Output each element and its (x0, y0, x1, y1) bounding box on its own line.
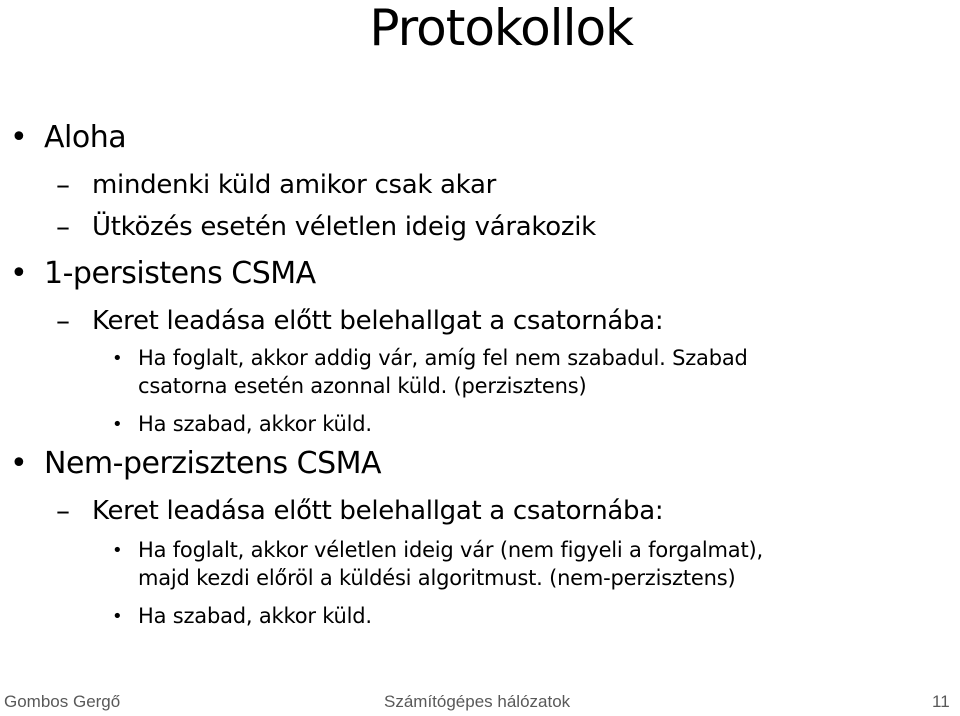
bullet-marker: • (10, 446, 28, 481)
p1-sub-1: Keret leadása előtt belehallgat a csatornába: (92, 306, 664, 336)
p1-sub-1-a-line-2: csatorna esetén azonnal küld. (perzisztens) (138, 374, 587, 398)
aloha-sub-1: mindenki küld amikor csak akar (92, 170, 497, 200)
bullet-1-persistens: 1-persistens CSMA (44, 256, 316, 291)
footer-author: Gombos Gergő (4, 692, 121, 711)
sub-bullet-marker: • (112, 348, 123, 369)
footer-course: Számítógépes hálózatok (384, 692, 571, 711)
aloha-sub-2: Ütközés esetén véletlen ideig várakozik (92, 212, 596, 242)
np-sub-1: Keret leadása előtt belehallgat a csatornába: (92, 496, 664, 526)
sub-bullet-marker: • (112, 540, 123, 561)
p1-sub-1-a-line-1: Ha foglalt, akkor addig vár, amíg fel nem szabadul. Szabad (138, 346, 748, 370)
bullet-marker: • (10, 256, 28, 291)
bullet-aloha: Aloha (44, 120, 127, 155)
slide-title: Protokollok (369, 0, 633, 57)
sub-bullet-marker: • (112, 606, 123, 627)
p1-sub-1-b: Ha szabad, akkor küld. (138, 412, 372, 436)
np-sub-1-b: Ha szabad, akkor küld. (138, 604, 372, 628)
sub-bullet-marker: • (112, 414, 123, 435)
dash-marker: – (56, 168, 70, 201)
dash-marker: – (56, 210, 70, 243)
np-sub-1-a-line-2: majd kezdi előröl a küldési algoritmust. (nem-perzisztens) (138, 566, 736, 590)
np-sub-1-a-line-1: Ha foglalt, akkor véletlen ideig vár (nem figyeli a forgalmat), (138, 538, 763, 562)
bullet-marker: • (10, 120, 28, 155)
bullet-nem-perzisztens: Nem-perzisztens CSMA (44, 446, 382, 481)
dash-marker: – (56, 304, 70, 337)
dash-marker: – (56, 494, 70, 527)
footer-page-number: 11 (932, 692, 950, 711)
